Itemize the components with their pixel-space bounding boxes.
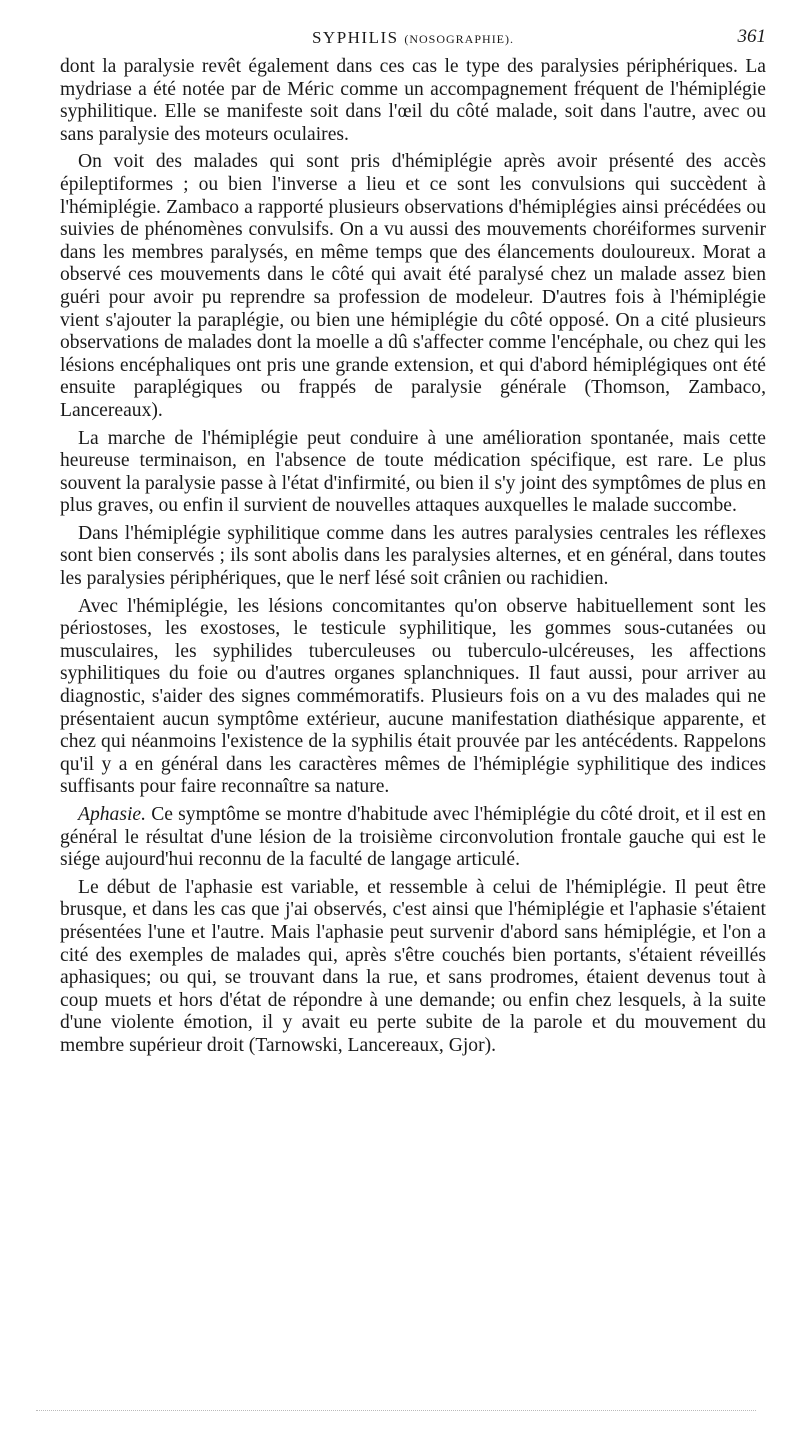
paragraph-text: Ce symptôme se montre d'habitude avec l'hémiplégie du côté droit, et il est en général le résultat d'une lésion de la troisième circonvolution frontale gauche qui est le siége aujourd'hui reconnu de la faculté de langage articulé. [60,804,766,871]
paragraph [60,523,766,591]
paragraph-continued [60,56,766,146]
section-heading-aphasie: Aphasie. [78,804,147,825]
paragraph-text: Le début de l'aphasie est variable, et ressemble à celui de l'hémiplégie. Il peut être brusque, et dans les cas que j'ai observés, c'est ainsi que l'hémiplégie et l'aphasie s'étaient présentées l'une et l'autre. Mais l'aphasie peut survenir d'abord sans hémiplégie, et l'on a cité des exemples de malades qui, après s'être couchés bien portants, s'étaient réveillés aphasiques; ou qui, se trouvant dans la rue, et sans prodromes, étaient devenus tout à coup muets et hors d'état de répondre à une demande; ou enfin chez lesquels, à la suite d'une violente émotion, il y avait eu perte subite de la parole et du mouvement du membre supérieur droit (Tarnowski, Lancereaux, Gjor). [60,876,766,1056]
paragraph-text: La marche de l'hémiplégie peut conduire à une amélioration spontanée, mais cette heureuse terminaison, en l'absence de toute médication spécifique, est rare. Le plus souvent la paralysie passe à l'état d'infirmité, ou bien il s'y joint des symptômes de plus en plus graves, ou enfin il survient de nouvelles attaques auxquelles le malade succombe. [60,427,766,517]
paragraph-text: On voit des malades qui sont pris d'hémiplégie après avoir présenté des accès épileptiformes ; ou bien l'inverse a lieu et ce sont les convulsions qui succèdent à l'hémiplégie. Zambaco a rapporté plusieurs observations d'hémiplégies ainsi précédées ou suivies de phénomènes convulsifs. On a vu aussi des mouvements choréiformes survenir dans les membres paralysés, en même temps que des élancements douloureux. Morat a observé ces mouvements dans le côté qui avait été paralysé chez un malade assez bien guéri pour avoir pu reprendre sa profession de modeleur. D'autres fois à l'hémiplégie vient s'ajouter la paraplégie, ou bien une hémiplégie du côté opposé. On a cité plusieurs observations de malades dont la moelle a dû s'affecter comme l'encéphale, ou chez qui les lésions encéphaliques ont pris une grande extension, et qui d'abord hémiplégiques ont été ensuite paraplégiques ou frappés de paralysie générale (Thomson, Zambaco, Lancereaux). [60,151,766,421]
paragraph-text: Dans l'hémiplégie syphilitique comme dans les autres paralysies centrales les réflexes sont bien conservés ; ils sont abolis dans les paralysies alternes, et en général, dans toutes les paralysies périphériques, que le nerf lésé soit crânien ou rachidien. [60,522,766,590]
running-header [60,26,766,52]
body-text [60,56,766,1058]
paragraph [60,877,766,1058]
running-title [60,28,766,48]
page-number: 361 [737,26,766,47]
paragraph [60,596,766,799]
paragraph [60,151,766,422]
running-title-main: SYPHILIS [311,28,399,47]
paragraph [60,428,766,518]
running-title-sub: (NOSOGRAPHIE). [404,32,515,46]
paragraph-text: Avec l'hémiplégie, les lésions concomitantes qu'on observe habituellement sont les périostoses, les exostoses, le testicule syphilitique, les gommes sous-cutanées ou musculaires, les syphilides tuberculeuses ou tuberculo-ulcéreuses, les affections syphilitiques du foie ou d'autres organes splanchniques. Il faut aussi, pour arriver au diagnostic, s'aider des signes commémoratifs. Plusieurs fois on a vu des malades qui ne présentaient aucun symptôme extérieur, aucune manifestation diathésique apparente, et chez qui néanmoins l'existence de la syphilis était prouvée par les antécédents. Rappelons qu'il y a en général dans les caractères mêmes de l'hémiplégie syphilitique des indices suffisants pour faire reconnaître sa nature. [60,595,766,798]
paragraph-text: dont la paralysie revêt également dans ces cas le type des paralysies périphériques. La mydriase a été notée par de Méric comme un accompagnement fréquent de l'hémiplégie syphilitique. Elle se manifeste soit dans l'œil du côté malade, soit dans l'autre, avec ou sans paralysie des moteurs oculaires. [60,56,766,145]
paragraph-aphasie [60,804,766,872]
footer-scan-marks [36,1410,756,1411]
book-page [60,26,766,1058]
